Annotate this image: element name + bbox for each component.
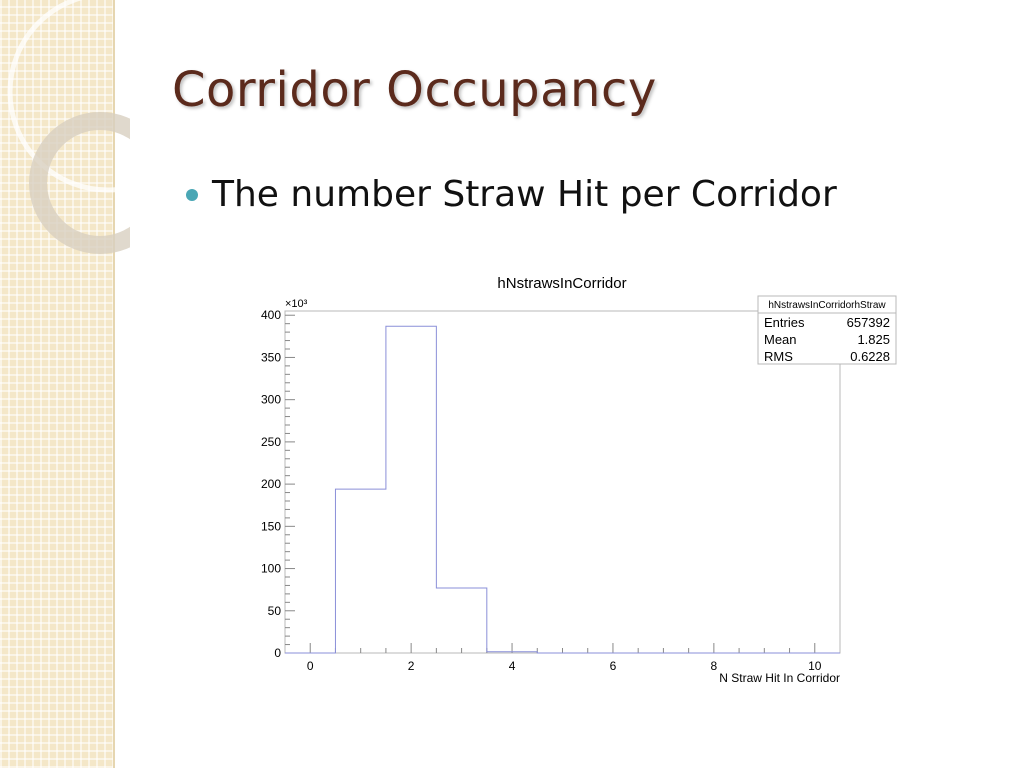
y-tick-label: 300 (260, 392, 281, 407)
slide-title: Corridor Occupancy (172, 62, 657, 118)
chart-title: hNstrawsInCorridor (497, 275, 627, 292)
histogram-bin-4 (487, 652, 537, 653)
stats-label-rms: RMS (764, 349, 793, 364)
y-tick-label: 50 (267, 603, 281, 618)
x-axis-label: N Straw Hit In Corridor (719, 671, 840, 685)
y-tick-label: 200 (260, 477, 281, 492)
stats-box-name: hNstrawsInCorridorhStraw (768, 300, 886, 311)
histogram-chart (240, 262, 910, 692)
stats-value-entries: 657392 (846, 315, 890, 330)
y-tick-label: 150 (260, 519, 281, 534)
decorative-rings (0, 0, 130, 300)
ring-large (10, 0, 130, 190)
ring-small (38, 121, 130, 245)
histogram-bin-1 (335, 489, 385, 653)
stats-value-rms: 0.6228 (850, 349, 890, 364)
stats-box (758, 296, 896, 364)
y-tick-label: 400 (260, 308, 281, 323)
y-tick-label: 0 (274, 646, 281, 660)
y-tick-label: 100 (260, 561, 281, 576)
stats-value-mean: 1.825 (857, 332, 890, 347)
x-tick-label: 4 (508, 659, 516, 673)
histogram-bin-3 (436, 588, 486, 653)
bullet-text: The number Straw Hit per Corridor (212, 174, 837, 215)
y-axis-multiplier: ×10³ (285, 298, 308, 310)
stats-label-entries: Entries (764, 315, 805, 330)
bullet-icon (186, 189, 198, 201)
histogram-bin-2 (386, 326, 436, 653)
bullet-item (186, 174, 837, 215)
x-tick-label: 2 (407, 659, 415, 673)
x-tick-label: 0 (306, 659, 314, 673)
x-tick-label: 10 (808, 659, 822, 673)
stats-label-mean: Mean (764, 332, 797, 347)
x-tick-label: 8 (710, 659, 718, 673)
y-tick-label: 350 (260, 350, 281, 365)
y-tick-label: 250 (260, 434, 281, 449)
x-tick-label: 6 (609, 659, 617, 673)
